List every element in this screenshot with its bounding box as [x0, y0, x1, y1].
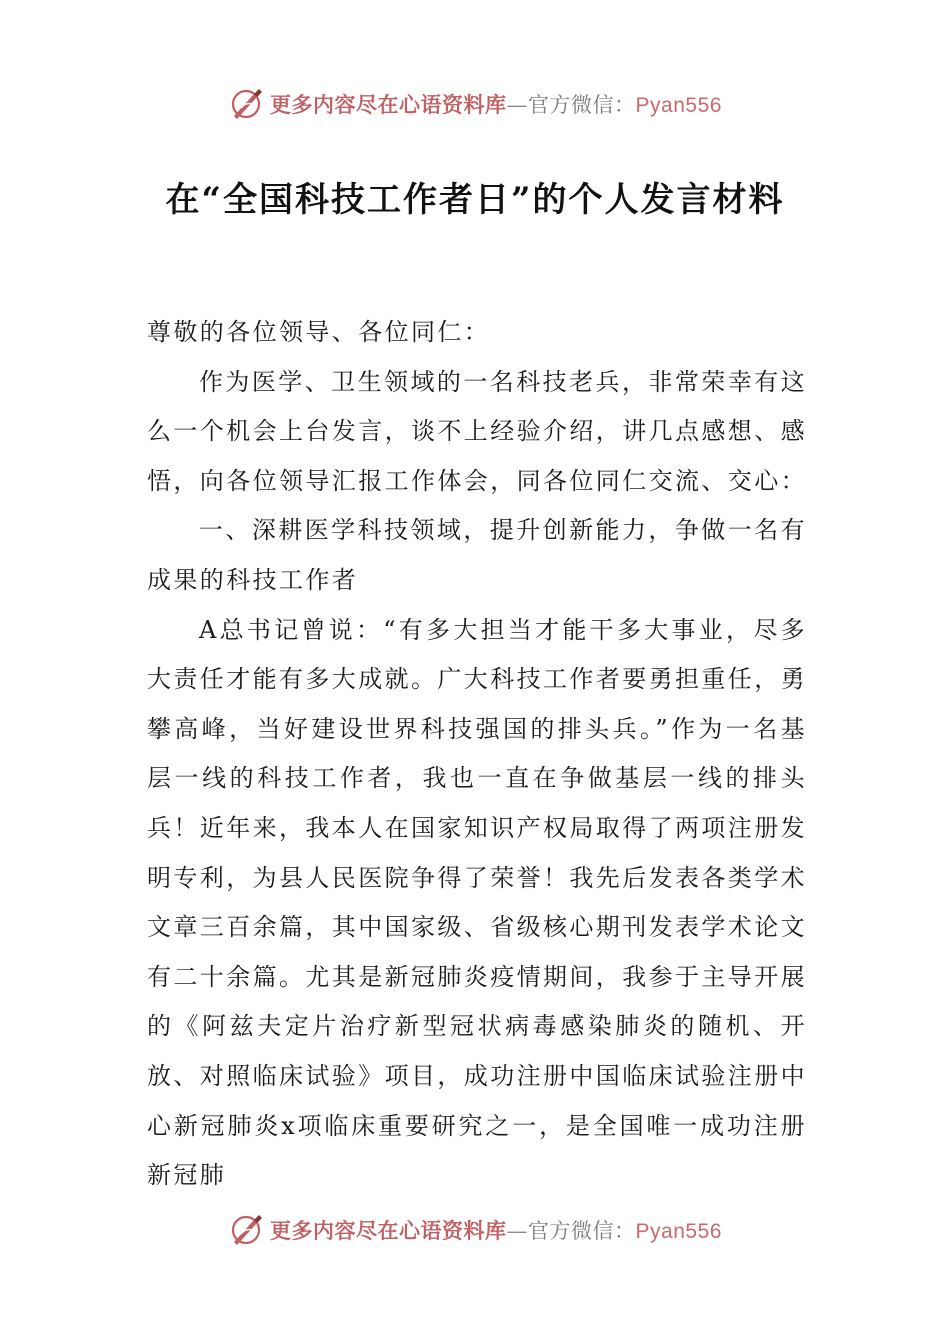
watermark-brand: 更多内容尽在心语资料库: [270, 92, 507, 117]
footer-watermark: [0, 1208, 950, 1252]
paragraph-intro: 作为医学、卫生领域的一名科技老兵，非常荣幸有这么一个机会上台发言，谈不上经验介绍，讲几点感想、感悟，向各位领导汇报工作体会，同各位同仁交流、交心：: [147, 367, 807, 495]
paragraph-achievements: A总书记曾说：“有多大担当才能干多大事业，尽多大责任才能有多大成就。广大科技工作者要勇担重任，勇攀高峰，当好建设世界科技强国的排头兵。”作为一名基层一线的科技工作者，我也一直在争做基层一线的排头兵！近年来，我本人在国家知识产权局取得了两项注册发明专利，为县人民医院争得了荣誉！我先后发表各类学术文章三百余篇，其中国家级、省级核心期刊发表学术论文有二十余篇。尤其是新冠肺炎疫情期间，我参于主导开展的《阿兹夫定片治疗新型冠状病毒感染肺炎的随机、开放、对照临床试验》项目，成功注册中国临床试验注册中心新冠肺炎x项临床重要研究之一，是全国唯一成功注册新冠肺: [147, 615, 807, 1190]
watermark-separator: —: [506, 1219, 529, 1243]
document-body: [147, 308, 807, 1201]
watermark-separator: —: [506, 93, 529, 117]
watermark-official-label: 官方微信：: [528, 1219, 636, 1243]
watermark-brand: 更多内容尽在心语资料库: [270, 1218, 507, 1243]
section-heading-1: 一、深耕医学科技领域，提升创新能力，争做一名有成果的科技工作者: [147, 516, 807, 594]
salutation: 尊敬的各位领导、各位同仁：: [147, 318, 491, 346]
watermark-official-label: 官方微信：: [528, 93, 636, 117]
header-watermark: [0, 82, 950, 126]
pen-circle-logo-icon: [228, 1212, 264, 1248]
pen-circle-logo-icon: [228, 86, 264, 122]
watermark-wechat-id: Pyan556: [635, 1220, 722, 1243]
document-title: 在“全国科技工作者日”的个人发言材料: [165, 180, 785, 220]
watermark-text: [270, 89, 722, 119]
watermark-text: [270, 1215, 722, 1245]
watermark-wechat-id: Pyan556: [635, 94, 722, 117]
